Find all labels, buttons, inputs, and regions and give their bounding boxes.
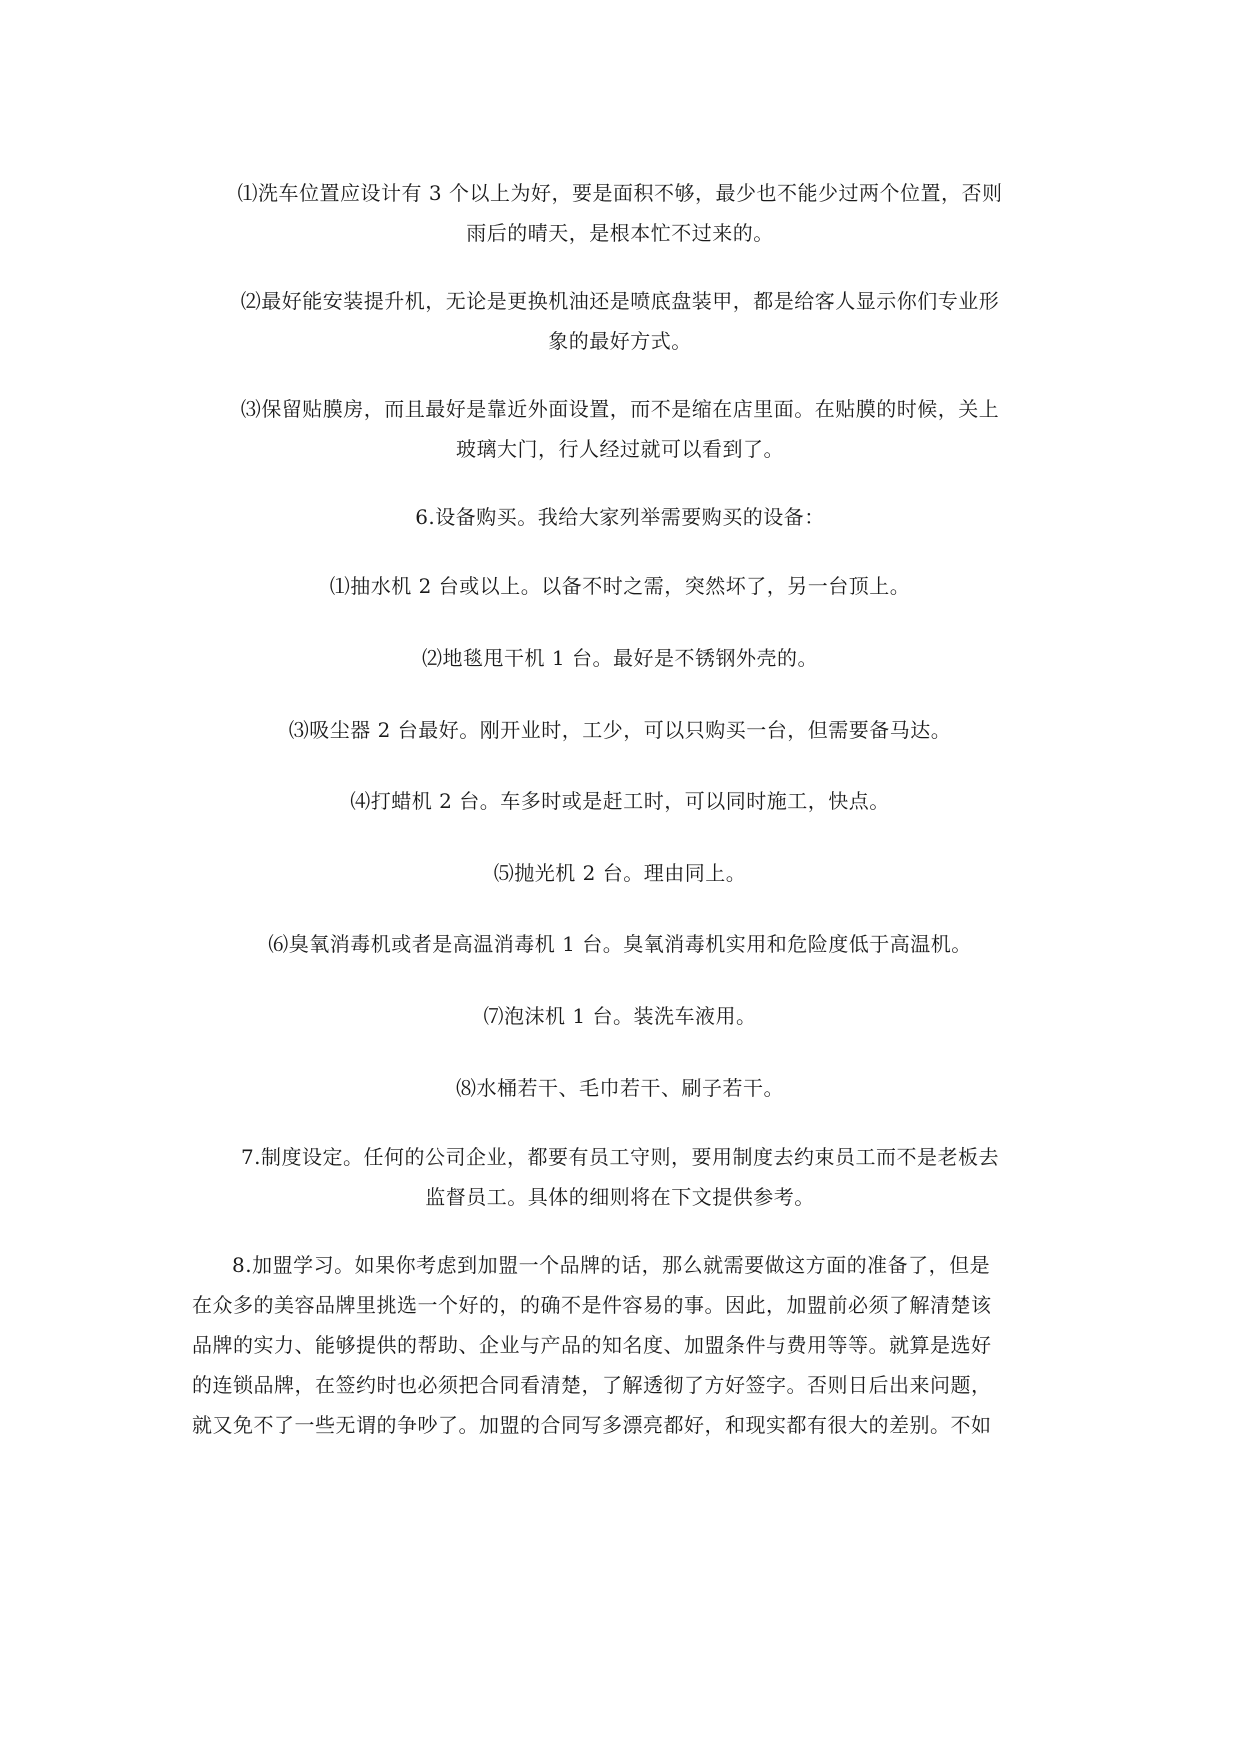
text-line: ⑶吸尘器 2 台最好。刚开业时，工少，可以只购买一台，但需要备马达。 xyxy=(288,718,952,742)
text-line: 8.加盟学习。如果你考虑到加盟一个品牌的话，那么就需要做这方面的准备了，但是 xyxy=(232,1253,991,1277)
equipment-item-8 xyxy=(192,1068,1048,1108)
text-line: ⑸抛光机 2 台。理由同上。 xyxy=(493,861,747,885)
equipment-item-4 xyxy=(192,781,1048,821)
text-line: ⑴洗车位置应设计有 3 个以上为好，要是面积不够，最少也不能少过两个位置，否则 xyxy=(237,181,1003,205)
text-line: ⑵地毯甩干机 1 台。最好是不锈钢外壳的。 xyxy=(422,646,818,670)
text-line: 品牌的实力、能够提供的帮助、企业与产品的知名度、加盟条件与费用等等。就算是选好 xyxy=(192,1333,992,1357)
text-line: ⑹臭氧消毒机或者是高温消毒机 1 台。臭氧消毒机实用和危险度低于高温机。 xyxy=(268,932,972,956)
section-rules xyxy=(192,1137,1048,1217)
text-line: ⑻水桶若干、毛巾若干、刷子若干。 xyxy=(456,1076,784,1100)
section-franchise xyxy=(192,1245,1048,1445)
text-line: 雨后的晴天，是根本忙不过来的。 xyxy=(466,221,774,245)
text-line: 就又免不了一些无谓的争吵了。加盟的合同写多漂亮都好，和现实都有很大的差别。不如 xyxy=(192,1413,992,1437)
paragraph-lift xyxy=(192,281,1048,361)
equipment-item-2 xyxy=(192,638,1048,678)
text-line: ⑷打蜡机 2 台。车多时或是赶工时，可以同时施工，快点。 xyxy=(350,789,890,813)
text-line: ⑵最好能安装提升机，无论是更换机油还是喷底盘装甲，都是给客人显示你们专业形 xyxy=(240,289,1000,313)
section-equipment-heading xyxy=(192,497,1048,537)
text-line: ⑴抽水机 2 台或以上。以备不时之需，突然坏了，另一台顶上。 xyxy=(329,574,911,598)
text-line: 的连锁品牌，在签约时也必须把合同看清楚，了解透彻了方好签字。否则日后出来问题， xyxy=(192,1373,992,1397)
text-line: 在众多的美容品牌里挑选一个好的，的确不是件容易的事。因此，加盟前必须了解清楚该 xyxy=(192,1293,992,1317)
text-line: 象的最好方式。 xyxy=(548,329,692,353)
text-line: 玻璃大门，行人经过就可以看到了。 xyxy=(456,437,784,461)
equipment-item-5 xyxy=(192,853,1048,893)
text-line: ⑶保留贴膜房，而且最好是靠近外面设置，而不是缩在店里面。在贴膜的时候，关上 xyxy=(240,397,1000,421)
text-line: ⑺泡沫机 1 台。装洗车液用。 xyxy=(483,1004,757,1028)
equipment-item-3 xyxy=(192,710,1048,750)
text-line: 7.制度设定。任何的公司企业，都要有员工守则，要用制度去约束员工而不是老板去 xyxy=(240,1145,1000,1169)
paragraph-wash-positions xyxy=(192,173,1048,253)
text-line: 6.设备购买。我给大家列举需要购买的设备： xyxy=(415,505,825,529)
equipment-item-7 xyxy=(192,996,1048,1036)
text-line: 监督员工。具体的细则将在下文提供参考。 xyxy=(425,1185,815,1209)
equipment-item-1 xyxy=(192,566,1048,606)
paragraph-film-room xyxy=(192,389,1048,469)
equipment-item-6 xyxy=(192,924,1048,964)
